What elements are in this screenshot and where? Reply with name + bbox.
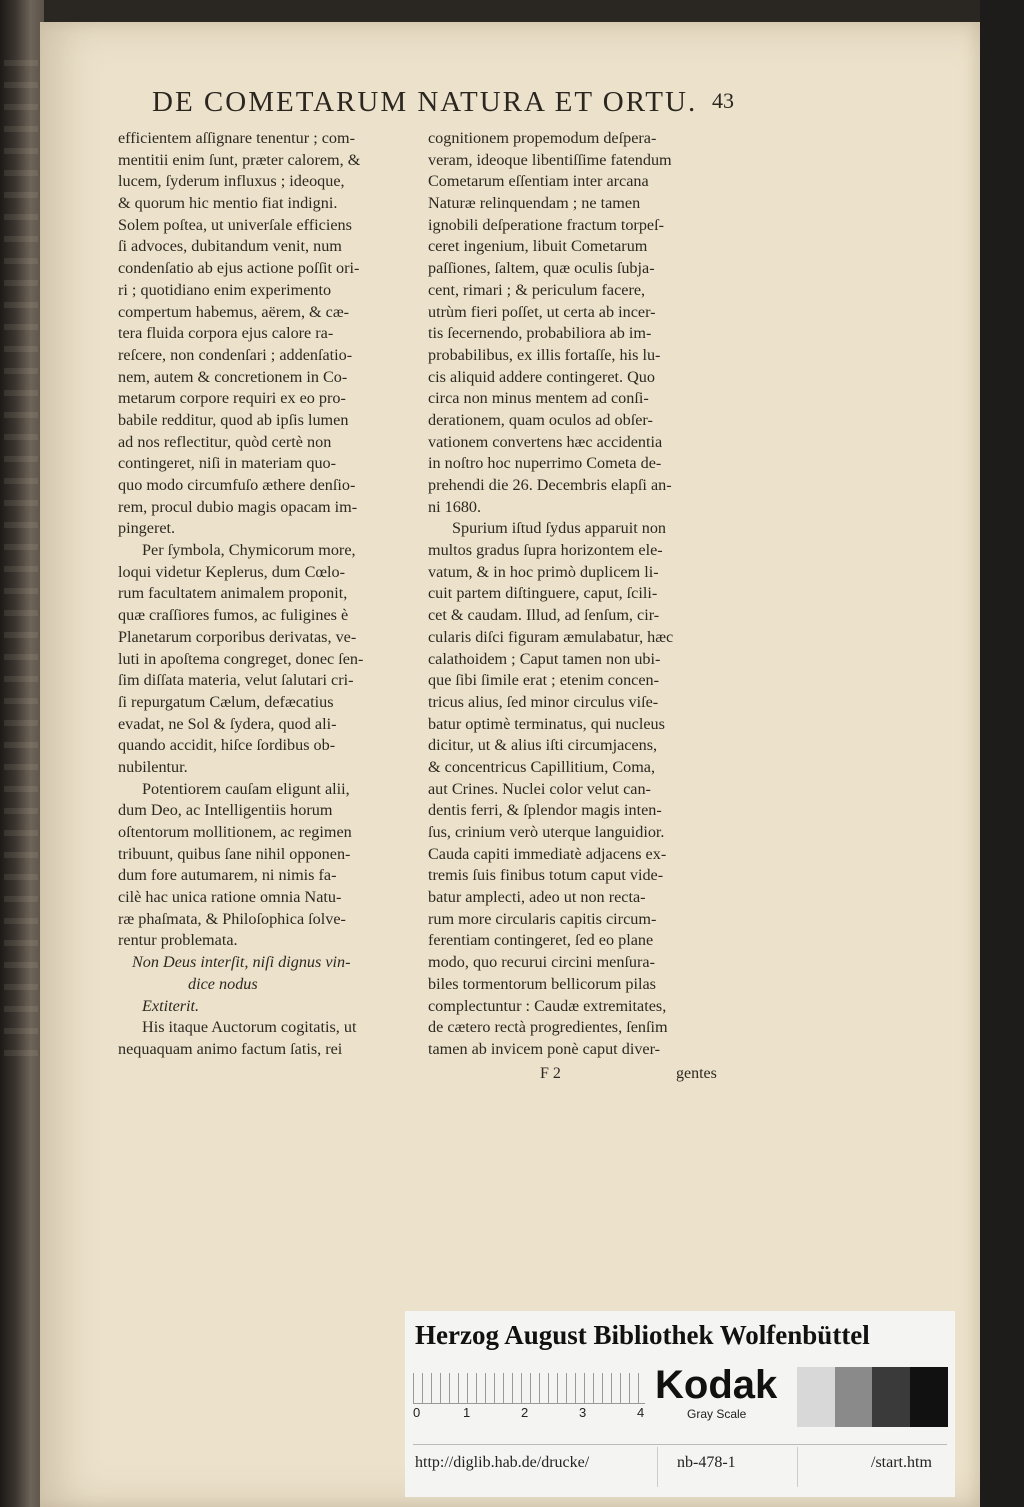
text-line: tremis ſuis finibus totum caput vide- [428, 866, 664, 885]
scale-ruler [413, 1373, 645, 1404]
card-divider [413, 1444, 947, 1445]
text-line: nequaquam animo factum ſatis, rei [118, 1039, 343, 1058]
text-line: ſi repurgatum Cælum, defæcatius [118, 692, 334, 711]
page-header [152, 86, 752, 126]
text-line: ignobili deſperatione fractum torpeſ- [428, 215, 664, 234]
text-line: cilè hac unica ratione omnia Natu- [118, 888, 342, 907]
text-line: Extiterit. [142, 996, 200, 1015]
text-column-right [428, 128, 728, 1061]
signature-mark: F 2 [540, 1065, 561, 1082]
text-line: quo modo circumfuſo æthere denſio- [118, 476, 356, 494]
text-line: efficientem aſſignare tenentur ; com- [118, 129, 356, 147]
text-line: reſcere, non condenſari ; addenſatio- [118, 345, 353, 364]
text-line: contingeret, niſi in materiam quo- [118, 454, 337, 473]
text-line: rentur problemata. [118, 931, 238, 950]
text-line: condenſatio ab ejus actione poſſit ori- [118, 259, 360, 278]
text-line: Non Deus interſit, niſi dignus vin- [132, 953, 351, 972]
text-line: dice nodus [188, 974, 258, 993]
text-line: luti in apoſtema congreget, donec ſen- [118, 649, 364, 668]
text-line: lucem, ſyderum influxus ; ideoque, [118, 172, 345, 191]
gray-scale-swatches [797, 1367, 947, 1427]
text-line: cuit partem diſtinguere, caput, ſcili- [428, 584, 658, 603]
gray-scale-label: Gray Scale [687, 1407, 747, 1421]
text-line: nem, autem & concretionem in Co- [118, 367, 348, 386]
text-line: quando accidit, hiſce ſordibus ob- [118, 736, 336, 755]
library-name: Herzog August Bibliothek Wolfenbüttel [415, 1320, 870, 1350]
text-line: batur optimè terminatus, qui nucleus [428, 714, 665, 733]
text-line: cet & caudam. Illud, ad ſenſum, cir- [428, 606, 660, 625]
text-line: probabilibus, ex illis fortaſſe, his lu- [428, 345, 661, 364]
text-line: ferentiam contingeret, ſed eo plane [428, 931, 654, 950]
text-line: ræ phaſmata, & Philoſophica ſolve- [118, 909, 346, 928]
text-line: in noſtro hoc nuperrimo Cometa de- [428, 454, 662, 473]
text-line: Cometarum eſſentiam inter arcana [428, 172, 649, 191]
text-line: evadat, ne Sol & ſydera, quod ali- [118, 714, 337, 733]
text-line: Planetarum corporibus derivatas, ve- [118, 627, 357, 646]
text-line: prehendi die 26. Decembris elapſi an- [428, 476, 672, 494]
text-line: calathoidem ; Caput tamen non ubi- [428, 649, 661, 668]
text-line: tribuunt, quibus ſane nihil opponen- [118, 844, 351, 863]
text-line: dum Deo, ac Intelligentiis horum [118, 801, 333, 820]
text-line: dicitur, ut & alius iſti circumjacens, [428, 736, 658, 755]
text-line: loqui videtur Keplerus, dum Cœlo- [118, 562, 346, 581]
text-line: cognitionem propemodum deſpera- [428, 129, 657, 147]
running-title: DE COMETARUM NATURA ET ORTU. [152, 86, 698, 118]
text-line: utrùm fieri poſſet, ut certa ab incer- [428, 302, 656, 321]
book-spine [0, 0, 44, 1507]
ruler-number: 0 [413, 1405, 421, 1420]
text-line: rum facultatem animalem proponit, [118, 584, 348, 603]
ruler-number: 1 [463, 1405, 471, 1420]
text-line: ſi advoces, dubitandum venit, num [118, 237, 342, 256]
text-line: His itaque Auctorum cogitatis, ut [142, 1018, 357, 1037]
gray-swatch [910, 1367, 948, 1427]
text-line: multos gradus ſupra horizontem ele- [428, 541, 663, 560]
text-line: quæ craſſiores fumos, ac fuligines è [118, 606, 349, 625]
text-line: rem, procul dubio magis opacam im- [118, 497, 358, 516]
text-line: ni 1680. [428, 497, 482, 516]
page-number: 43 [712, 88, 734, 113]
text-line: ſus, crinium verò uterque languidior. [428, 823, 665, 841]
text-line: Solem poſtea, ut univerſale efficiens [118, 215, 352, 234]
text-line: tricus alius, ſed minor circulus viſe- [428, 692, 659, 711]
text-line: que ſibi ſimile erat ; etenim concen- [428, 671, 660, 690]
text-line: tamen ab invicem ponè caput diver- [428, 1039, 661, 1058]
text-line: de cætero rectà progredientes, ſenſim [428, 1018, 668, 1037]
text-line: & concentricus Capillitium, Coma, [428, 757, 656, 776]
text-line: biles tormentorum bellicorum pilas [428, 974, 656, 993]
ruler-numbers [413, 1405, 653, 1425]
text-line: compertum habemus, aërem, & cæ- [118, 302, 350, 321]
text-line: babile redditur, quod ab ipſis lumen [118, 410, 349, 429]
text-line: cis aliquid addere contingeret. Quo [428, 367, 655, 386]
text-line: dum fore autumarem, ni nimis fa- [118, 866, 337, 885]
facing-page-edge [4, 60, 38, 1060]
text-line: vatum, & in hoc primò duplicem li- [428, 562, 659, 581]
ruler-number: 3 [579, 1405, 587, 1420]
card-divider-vertical [797, 1447, 798, 1487]
text-line: nubilentur. [118, 757, 188, 776]
text-line: paſſiones, ſaltem, quæ oculis ſubja- [428, 259, 655, 278]
text-line: Spurium iſtud ſydus apparuit non [452, 519, 667, 538]
gray-swatch [797, 1367, 835, 1427]
text-line: aut Crines. Nuclei color velut can- [428, 779, 651, 798]
ruler-number: 4 [637, 1405, 645, 1420]
text-line: ceret ingenium, libuit Cometarum [428, 237, 648, 256]
text-line: circa non minus mentem ad conſi- [428, 389, 649, 408]
text-line: veram, ideoque libentiſſime fatendum [428, 150, 672, 169]
text-line: pingeret. [118, 519, 176, 538]
background-right [980, 0, 1024, 1507]
ruler-number: 2 [521, 1405, 529, 1420]
text-line: Naturæ relinquendam ; ne tamen [428, 194, 641, 213]
gray-swatch [835, 1367, 873, 1427]
text-line: Potentiorem cauſam eligunt alii, [142, 779, 350, 798]
text-line: complectuntur : Caudæ extremitates, [428, 996, 667, 1015]
text-line: batur amplecti, adeo ut non recta- [428, 888, 646, 907]
card-divider-vertical [657, 1447, 658, 1487]
text-line: ad nos reflectitur, quòd certè non [118, 432, 332, 451]
text-line: Cauda capiti immediatè adjacens ex- [428, 844, 667, 863]
source-url: http://diglib.hab.de/drucke/ [415, 1454, 590, 1471]
start-file: /start.htm [871, 1454, 932, 1471]
library-color-card [405, 1311, 955, 1497]
gray-swatch [872, 1367, 910, 1427]
text-line: Per ſymbola, Chymicorum more, [142, 541, 356, 560]
text-line: rum more circularis capitis circum- [428, 909, 657, 928]
text-line: mentitii enim ſunt, præter calorem, & [118, 150, 361, 169]
text-line: modo, quo recurui circini menſura- [428, 953, 655, 972]
text-line: ſim diſſata materia, velut ſalutari cri- [118, 671, 354, 690]
text-line: cularis diſci figuram æmulabatur, hæc [428, 627, 674, 646]
text-line: dentis ferri, & ſplendor magis inten- [428, 801, 662, 820]
shelfmark: nb-478-1 [677, 1454, 736, 1471]
text-line: & quorum hic mentio fiat indigni. [118, 194, 338, 213]
text-line: cent, rimari ; & periculum facere, [428, 280, 646, 299]
text-line: tera fluida corpora ejus calore ra- [118, 324, 334, 343]
kodak-logo: Kodak [655, 1363, 778, 1407]
text-line: tis ſecernendo, probabiliora ab im- [428, 324, 652, 343]
catchword: gentes [676, 1065, 717, 1082]
text-line: derationem, quam oculos ad obſer- [428, 410, 653, 429]
text-column-left [118, 128, 418, 1061]
text-line: ri ; quotidiano enim experimento [118, 280, 332, 299]
text-line: vationem convertens hæc accidentia [428, 432, 663, 451]
text-line: metarum corpore requiri ex eo pro- [118, 389, 346, 408]
text-line: oſtentorum mollitionem, ac regimen [118, 823, 352, 841]
